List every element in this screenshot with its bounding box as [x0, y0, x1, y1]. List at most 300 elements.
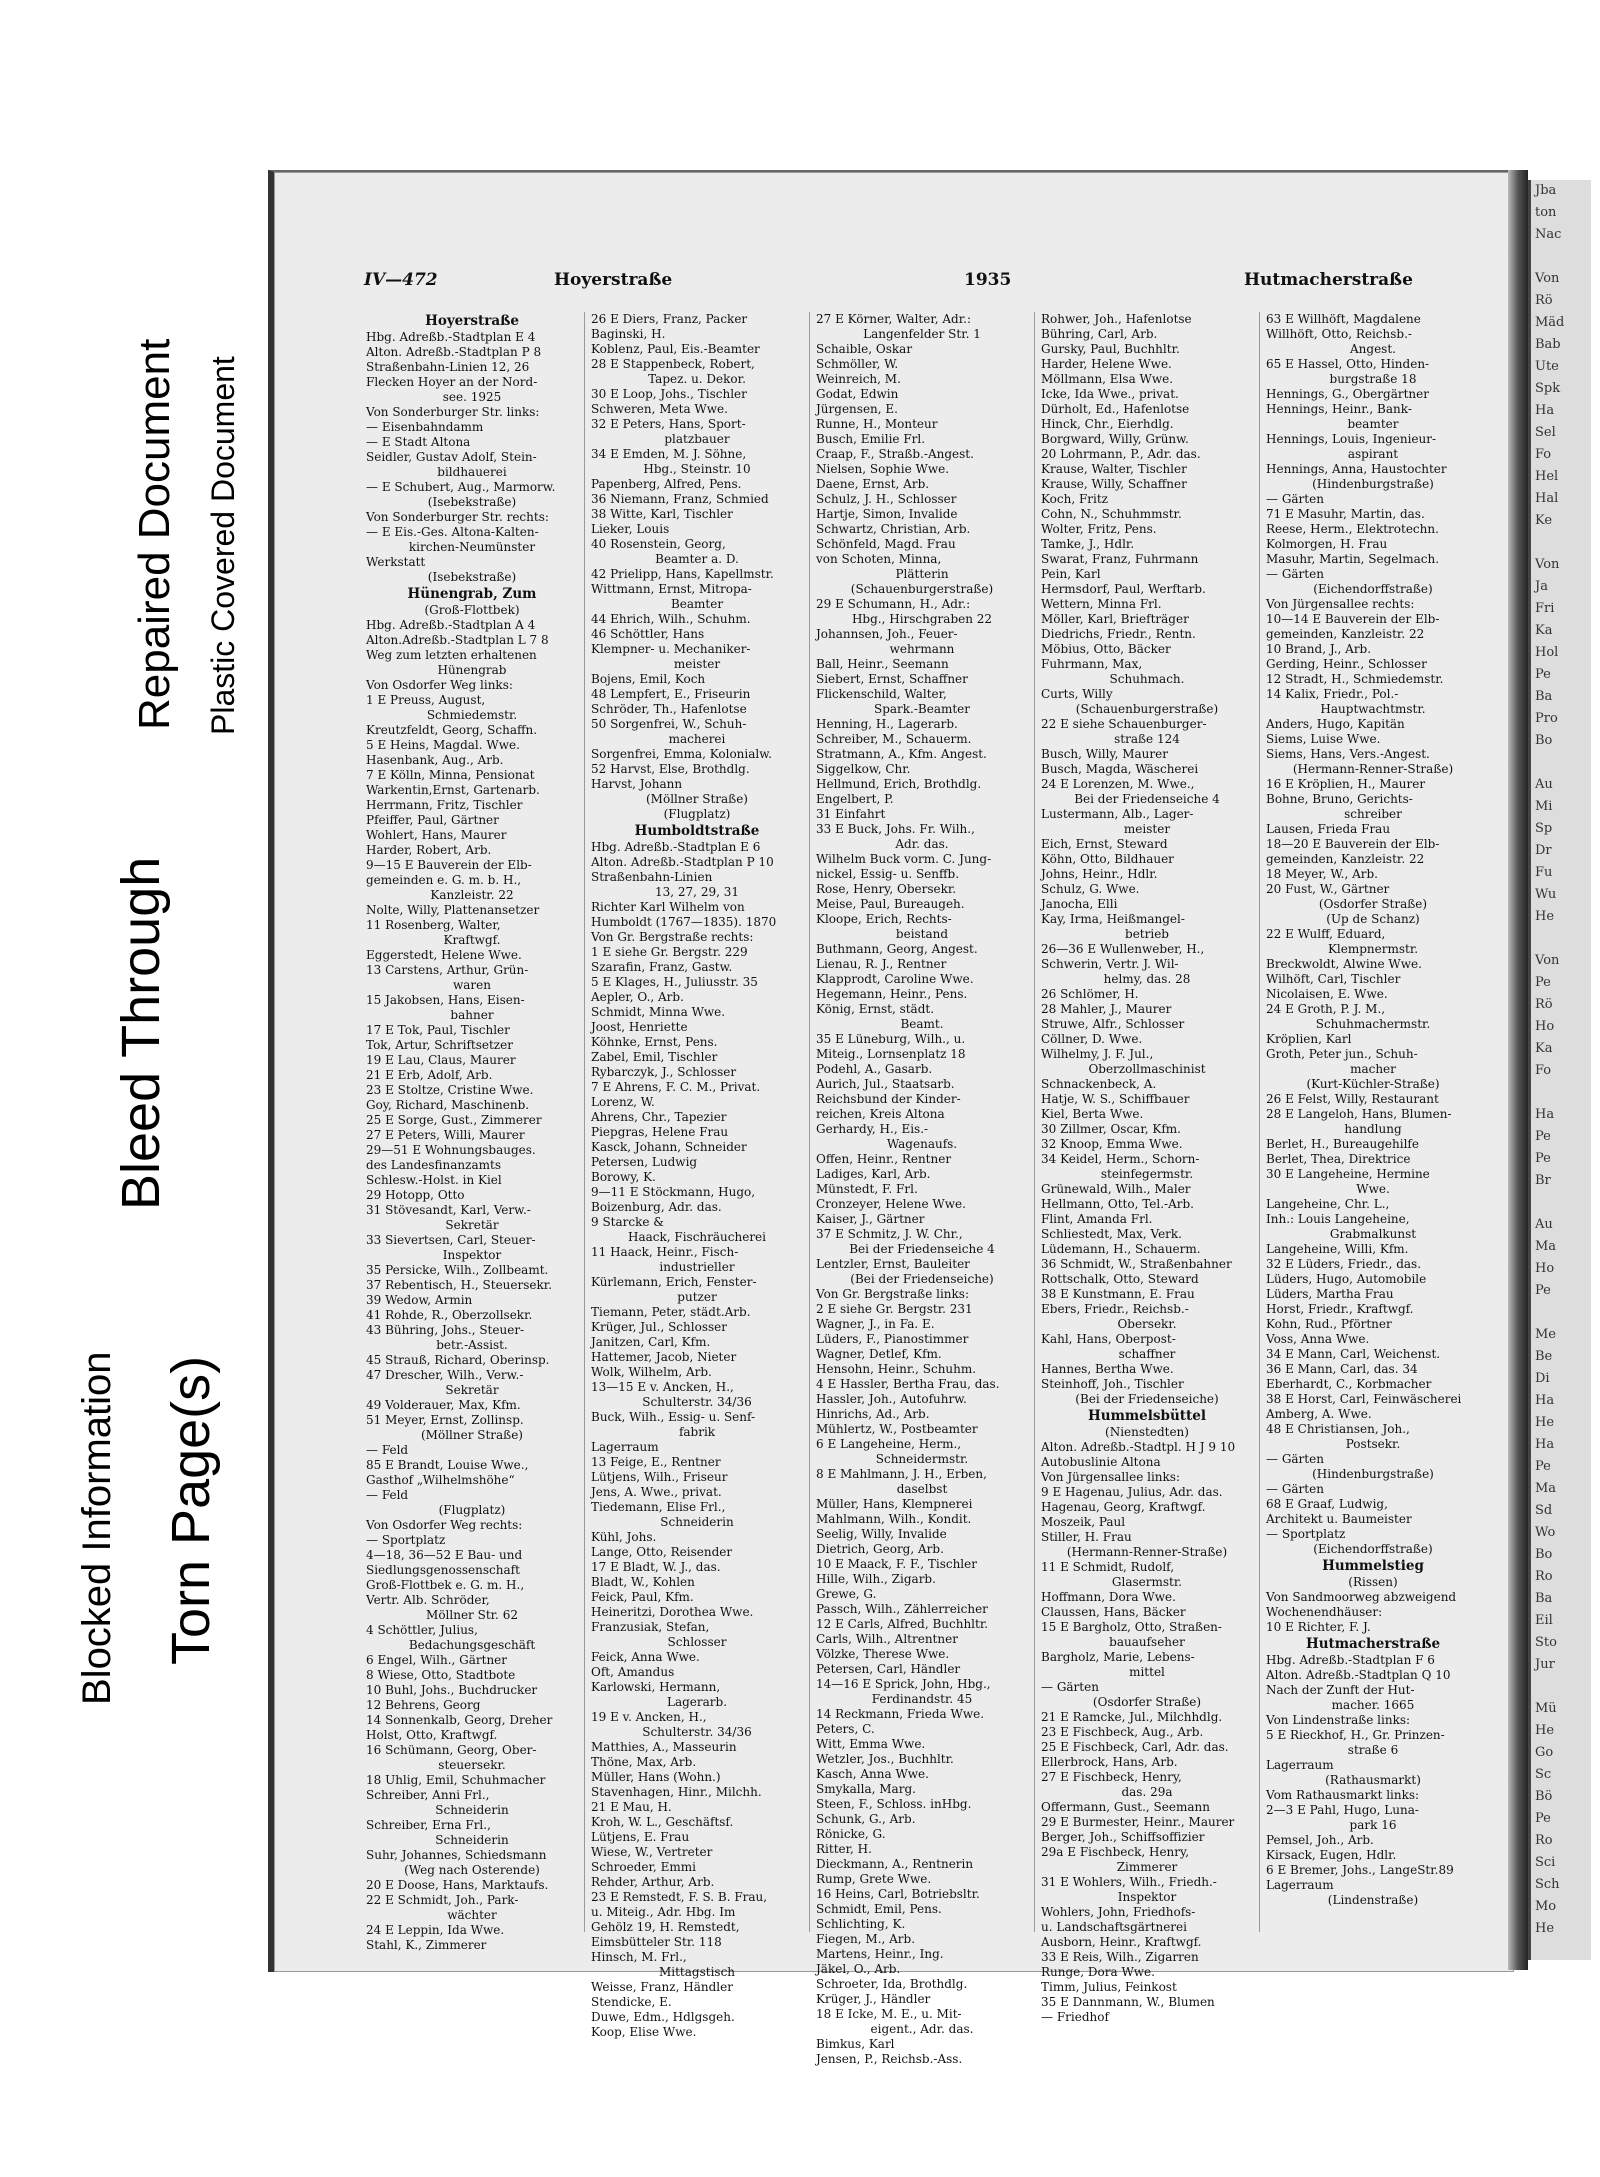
directory-entry: Holst, Otto, Kraftwgf.: [366, 1728, 498, 1742]
directory-entry: Krause, Walter, Tischler: [1041, 462, 1187, 476]
directory-entry: Hermsdorf, Paul, Werftarb.: [1041, 582, 1206, 596]
directory-entry: fabrik: [678, 1425, 716, 1439]
directory-entry: Eggerstedt, Helene Wwe.: [366, 948, 522, 962]
directory-entry: Eich, Ernst, Steward: [1041, 837, 1168, 851]
directory-entry: Hoffmann, Dora Wwe.: [1041, 1590, 1176, 1604]
directory-entry: 31 Stövesandt, Karl, Verw.-: [366, 1203, 531, 1217]
directory-entry: 29—51 E Wohnungsbauges.: [366, 1143, 536, 1157]
directory-entry: Steinhoff, Joh., Tischler: [1041, 1377, 1184, 1391]
directory-entry: 17 E Bladt, W. J., das.: [591, 1560, 721, 1574]
directory-entry: schreiber: [1344, 807, 1402, 821]
directory-entry: Bladt, W., Kohlen: [591, 1575, 695, 1589]
directory-entry: (Flugplatz): [663, 807, 731, 821]
directory-entry: Masuhr, Martin, Segelmach.: [1266, 552, 1440, 566]
fragment-text: Mo: [1535, 1899, 1557, 1914]
directory-entry: Münstedt, F. Frl.: [816, 1182, 918, 1196]
fragment-text: Mü: [1535, 1701, 1557, 1716]
directory-entry: 6 E Bremer, Johs., LangeStr.89: [1266, 1863, 1454, 1877]
street-heading: Humboldtstraße: [634, 823, 760, 839]
directory-entry: Kirsack, Eugen, Hdlr.: [1266, 1848, 1397, 1862]
directory-entry: Janitzen, Carl, Kfm.: [591, 1335, 711, 1349]
directory-entry: Krüger, Jul., Schlosser: [591, 1320, 727, 1334]
directory-entry: Lienau, R. J., Rentner: [816, 957, 947, 971]
directory-entry: reichen, Kreis Altona: [816, 1107, 945, 1121]
fragment-text: He: [1535, 1415, 1555, 1430]
directory-entry: (Hindenburgstraße): [1312, 1467, 1434, 1481]
directory-entry: 24 E Groth, P. J. M.,: [1266, 1002, 1386, 1016]
directory-entry: Alton.Adreßb.-Stadtplan L 7 8: [366, 633, 549, 647]
directory-entry: Jäkel, O., Arb.: [816, 1962, 901, 1976]
directory-entry: Kahl, Hans, Oberpost-: [1041, 1332, 1176, 1346]
directory-entry: Willhöft, Otto, Reichsb.-: [1266, 327, 1412, 341]
directory-entry: Gerhardy, H., Eis.-: [816, 1122, 929, 1136]
directory-entry: — Gärten: [1266, 492, 1324, 506]
directory-entry: Autobuslinie Altona: [1041, 1455, 1161, 1469]
directory-entry: 23 E Remstedt, F. S. B. Frau,: [591, 1890, 768, 1904]
directory-entry: Eimsbütteler Str. 118: [591, 1935, 722, 1949]
directory-entry: Timm, Julius, Feinkost: [1041, 1980, 1177, 1994]
directory-entry: Meise, Paul, Bureaugeh.: [816, 897, 965, 911]
fragment-text: Fri: [1535, 601, 1555, 616]
directory-entry: Schlosser: [667, 1635, 727, 1649]
directory-entry: 10 Buhl, Johs., Buchdrucker: [366, 1683, 538, 1697]
directory-entry: Schwartz, Christian, Arb.: [816, 522, 971, 536]
directory-entry: Von Jürgensallee links:: [1041, 1470, 1181, 1484]
directory-entry: Pemsel, Joh., Arb.: [1266, 1833, 1374, 1847]
directory-entry: mittel: [1129, 1665, 1165, 1679]
directory-entry: 13—15 E v. Ancken, H.,: [591, 1380, 734, 1394]
directory-entry: 9 Starcke &: [591, 1215, 664, 1229]
fragment-text: Br: [1535, 1173, 1551, 1188]
directory-entry: 51 Meyer, Ernst, Zollinsp.: [366, 1413, 524, 1427]
directory-entry: 15 E Bargholz, Otto, Straßen-: [1041, 1620, 1222, 1634]
directory-entry: 32 E Lüders, Friedr., das.: [1266, 1257, 1422, 1271]
directory-entry: Miteig., Lornsenplatz 18: [816, 1047, 966, 1061]
directory-entry: Ahrens, Chr., Tapezier: [591, 1110, 727, 1124]
directory-entry: Langenfelder Str. 1: [863, 327, 981, 341]
directory-entry: 36 Niemann, Franz, Schmied: [591, 492, 769, 506]
directory-entry: Stendicke, E.: [591, 1995, 672, 2009]
directory-entry: Schlichting, K.: [816, 1917, 906, 1931]
directory-entry: Feick, Anna Wwe.: [591, 1650, 700, 1664]
directory-entry: Struwe, Alfr., Schlosser: [1041, 1017, 1185, 1031]
directory-entry: Amberg, A. Wwe.: [1266, 1407, 1372, 1421]
directory-entry: Kühl, Johs.: [591, 1530, 657, 1544]
fragment-text: Sel: [1535, 425, 1556, 440]
directory-entry: industrieller: [659, 1260, 735, 1274]
directory-entry: gemeinden e. G. m. b. H.,: [366, 873, 522, 887]
directory-entry: 27 E Fischbeck, Henry,: [1041, 1770, 1182, 1784]
fragment-text: He: [1535, 1723, 1555, 1738]
directory-entry: Breckwoldt, Alwine Wwe.: [1266, 957, 1422, 971]
fragment-text: Ha: [1535, 403, 1555, 418]
directory-entry: 12 Stradt, H., Schmiedemstr.: [1266, 672, 1444, 686]
directory-entry: Sekretär: [445, 1218, 499, 1232]
page-header: [364, 270, 1474, 300]
directory-entry: (Osdorfer Straße): [1318, 897, 1428, 911]
directory-entry: Humboldt (1767—1835). 1870: [591, 915, 777, 929]
directory-entry: Straßenbahn-Linien 12, 26: [366, 360, 530, 374]
fragment-text: Hal: [1535, 491, 1559, 506]
directory-entry: 26—36 E Wullenweber, H.,: [1041, 942, 1205, 956]
directory-entry: Podehl, A., Gasarb.: [816, 1062, 933, 1076]
directory-entry: Hegemann, Heinr., Pens.: [816, 987, 968, 1001]
directory-entry: aspirant: [1347, 447, 1399, 461]
directory-entry: Koop, Elise Wwe.: [591, 2025, 697, 2039]
directory-entry: schaffner: [1118, 1347, 1176, 1361]
directory-entry: Wohlers, John, Friedhofs-: [1041, 1905, 1196, 1919]
directory-entry: Wochenendhäuser:: [1266, 1605, 1383, 1619]
directory-entry: Hinck, Chr., Eierhdlg.: [1041, 417, 1174, 431]
directory-entry: 10 E Maack, F. F., Tischler: [816, 1557, 977, 1571]
directory-entry: 48 Lempfert, E., Friseurin: [591, 687, 751, 701]
directory-entry: Hartje, Simon, Invalide: [816, 507, 958, 521]
directory-entry: — Feld: [366, 1488, 409, 1502]
directory-entry: Hagenau, Georg, Kraftwgf.: [1041, 1500, 1206, 1514]
directory-entry: 40 Rosenstein, Georg,: [591, 537, 726, 551]
directory-entry: Harder, Helene Wwe.: [1041, 357, 1172, 371]
directory-entry: Bei der Friedenseiche 4: [849, 1242, 995, 1256]
directory-entry: Schaible, Oskar: [816, 342, 913, 356]
directory-entry: Kasch, Anna Wwe.: [816, 1767, 929, 1781]
directory-entry: Flickenschild, Walter,: [816, 687, 947, 701]
directory-entry: Hasenbank, Aug., Arb.: [366, 753, 504, 767]
directory-entry: Wetzler, Jos., Buchhltr.: [816, 1752, 954, 1766]
directory-entry: Schneiderin: [660, 1515, 734, 1529]
directory-entry: Von Jürgensallee rechts:: [1266, 597, 1415, 611]
directory-entry: macher. 1665: [1331, 1698, 1415, 1712]
directory-entry: 37 Rebentisch, H., Steuersekr.: [366, 1278, 553, 1292]
directory-entry: Wilhöft, Carl, Tischler: [1266, 972, 1401, 986]
directory-entry: 39 Wedow, Armin: [366, 1293, 473, 1307]
directory-entry: Swarat, Franz, Fuhrmann: [1041, 552, 1199, 566]
directory-entry: Werkstatt: [366, 555, 426, 569]
directory-entry: Hannes, Bertha Wwe.: [1041, 1362, 1174, 1376]
directory-entry: 35 Persicke, Wilh., Zollbeamt.: [366, 1263, 549, 1277]
directory-entry: 13 Carstens, Arthur, Grün-: [366, 963, 529, 977]
directory-entry: Voss, Anna Wwe.: [1266, 1332, 1370, 1346]
fragment-text: Ro: [1535, 1569, 1553, 1584]
directory-entry: Petersen, Carl, Händler: [816, 1662, 961, 1676]
directory-entry: handlung: [1344, 1122, 1402, 1136]
directory-entry: 16 E Kröplien, H., Maurer: [1266, 777, 1426, 791]
fragment-text: Mi: [1535, 799, 1553, 814]
fragment-text: Ma: [1535, 1481, 1557, 1496]
directory-entry: Seidler, Gustav Adolf, Stein-: [366, 450, 537, 464]
directory-entry: Diedrichs, Friedr., Rentn.: [1041, 627, 1196, 641]
directory-entry: — E Eis.-Ges. Altona-Kalten-: [366, 525, 539, 539]
directory-entry: Spark.-Beamter: [873, 702, 971, 716]
directory-entry: Thöne, Max, Arb.: [591, 1755, 697, 1769]
directory-entry: Buthmann, Georg, Angest.: [816, 942, 978, 956]
directory-entry: 63 E Willhöft, Magdalene: [1266, 312, 1421, 326]
directory-entry: Schnackenbeck, A.: [1041, 1077, 1157, 1091]
directory-entry: 41 Rohde, R., Oberzollsekr.: [366, 1308, 533, 1322]
directory-entry: Jens, A. Wwe., privat.: [591, 1485, 722, 1499]
directory-entry: 47 Drescher, Wilh., Verw.-: [366, 1368, 524, 1382]
directory-entry: 29 Hotopp, Otto: [366, 1188, 465, 1202]
directory-entry: — Gärten: [1266, 1482, 1324, 1496]
directory-entry: Sorgenfrei, Emma, Kolonialw.: [591, 747, 772, 761]
directory-entry: Passch, Wilh., Zählerreicher: [816, 1602, 988, 1616]
directory-entry: Offen, Heinr., Rentner: [816, 1152, 952, 1166]
directory-entry: Rohwer, Joh., Hafenlotse: [1041, 312, 1192, 326]
directory-entry: 13, 27, 29, 31: [655, 885, 739, 899]
directory-entry: Martens, Heinr., Ing.: [816, 1947, 944, 1961]
directory-entry: Busch, Willy, Maurer: [1041, 747, 1168, 761]
fragment-text: Sp: [1535, 821, 1553, 836]
directory-entry: 37 E Schmitz, J. W. Chr.,: [816, 1227, 963, 1241]
directory-entry: 14 Kalix, Friedr., Pol.-: [1266, 687, 1399, 701]
directory-entry: Siems, Hans, Vers.-Angest.: [1266, 747, 1430, 761]
directory-entry: Wiese, W., Vertreter: [591, 1845, 713, 1859]
stamp-plastic-covered: Plastic Covered Document: [205, 356, 241, 735]
directory-entry: Nicolaisen, E. Wwe.: [1266, 987, 1388, 1001]
directory-entry: Rottschalk, Otto, Steward: [1041, 1272, 1199, 1286]
directory-entry: (Nienstedten): [1105, 1425, 1189, 1439]
directory-entry: Witt, Emma Wwe.: [816, 1737, 926, 1751]
header-year: 1935: [964, 270, 1012, 290]
directory-entry: u. Miteig., Adr. Hbg. Im: [591, 1905, 736, 1919]
directory-entry: steuersekr.: [438, 1758, 506, 1772]
directory-entry: bahner: [450, 1008, 494, 1022]
directory-entry: Rehder, Arthur, Arb.: [591, 1875, 715, 1889]
fragment-text: [1531, 1676, 1591, 1698]
directory-entry: 34 E Mann, Carl, Weichenst.: [1266, 1347, 1441, 1361]
directory-entry: Schreiber, M., Schauerm.: [816, 732, 972, 746]
directory-entry: 1 E siehe Gr. Bergstr. 229: [591, 945, 748, 959]
directory-entry: Schreiber, Erna Frl.,: [366, 1818, 491, 1832]
directory-entry: Von Gr. Bergstraße links:: [816, 1287, 969, 1301]
directory-entry: 10—14 E Bauverein der Elb-: [1266, 612, 1440, 626]
directory-entry: 6 E Langeheine, Herm.,: [816, 1437, 962, 1451]
directory-entry: Mittagstisch: [658, 1965, 736, 1979]
directory-entry: Tapez. u. Dekor.: [648, 372, 746, 386]
directory-entry: 36 Schmidt, W., Straßenbahner: [1041, 1257, 1232, 1271]
fragment-text: Ka: [1535, 623, 1553, 638]
directory-entry: Müller, Hans (Wohn.): [591, 1770, 721, 1784]
directory-entry: 7 E Kölln, Minna, Pensionat: [366, 768, 535, 782]
directory-entry: — Friedhof: [1041, 2010, 1109, 2024]
directory-entry: Craap, F., Straßb.-Angest.: [816, 447, 974, 461]
directory-entry: Wohlert, Hans, Maurer: [366, 828, 507, 842]
directory-entry: meister: [1123, 822, 1171, 836]
directory-entry: Oft, Amandus: [591, 1665, 675, 1679]
directory-entry: Berlet, H., Bureaugehilfe: [1266, 1137, 1419, 1151]
directory-entry: (Möllner Straße): [421, 1428, 523, 1442]
directory-entry: Schneiderin: [435, 1833, 509, 1847]
directory-entry: Tiemann, Peter, städt.Arb.: [591, 1305, 751, 1319]
directory-entry: Pfeiffer, Paul, Gärtner: [366, 813, 499, 827]
page-number: IV—472: [364, 270, 438, 290]
directory-entry: Fiegen, M., Arb.: [816, 1932, 916, 1946]
directory-entry: Weg zum letzten erhaltenen: [366, 648, 537, 662]
directory-entry: Langeheine, Chr. L.,: [1266, 1197, 1390, 1211]
directory-entry: Angest.: [1350, 342, 1396, 356]
directory-entry: (Eichendorffstraße): [1313, 1542, 1433, 1556]
street-heading: Hoyerstraße: [425, 313, 519, 329]
directory-entry: bildhauerei: [437, 465, 507, 479]
directory-entry: 14 Sonnenkalb, Georg, Dreher: [366, 1713, 553, 1727]
directory-entry: Piepgras, Helene Frau: [591, 1125, 729, 1139]
directory-entry: Wilhelmy, J. F. Jul.,: [1041, 1047, 1154, 1061]
directory-entry: Hensohn, Heinr., Schuhm.: [816, 1362, 977, 1376]
directory-entry: Glasermstr.: [1111, 1575, 1183, 1589]
directory-entry: Borgward, Willy, Grünw.: [1041, 432, 1189, 446]
fragment-text: Bö: [1535, 1789, 1553, 1804]
fragment-text: Ha: [1535, 1107, 1555, 1122]
directory-entry: 85 E Brandt, Louise Wwe.,: [366, 1458, 529, 1472]
directory-entry: Schmidt, Minna Wwe.: [591, 1005, 726, 1019]
fragment-text: [1531, 752, 1591, 774]
directory-entry: Stavenhagen, Hinr., Milchh.: [591, 1785, 762, 1799]
directory-entry: Szarafin, Franz, Gastw.: [591, 960, 733, 974]
directory-entry: 21 E Ramcke, Jul., Milchhdlg.: [1041, 1710, 1223, 1724]
directory-entry: (Hindenburgstraße): [1312, 477, 1434, 491]
directory-entry: 33 Sievertsen, Carl, Steuer-: [366, 1233, 536, 1247]
directory-entry: 25 E Sorge, Gust., Zimmerer: [366, 1113, 542, 1127]
street-heading: Hutmacherstraße: [1305, 1636, 1441, 1652]
directory-entry: Ritter, H.: [816, 1842, 872, 1856]
directory-entry: Lustermann, Alb., Lager-: [1041, 807, 1194, 821]
directory-entry: Kolmorgen, H. Frau: [1266, 537, 1388, 551]
directory-entry: Schulterstr. 34/36: [642, 1725, 752, 1739]
directory-entry: 15 Jakobsen, Hans, Eisen-: [366, 993, 525, 1007]
directory-entry: (Isebekstraße): [427, 570, 517, 584]
directory-entry: Hbg. Adreßb.-Stadtplan F 6: [1266, 1653, 1435, 1667]
directory-entry: Ellerbrock, Hans, Arb.: [1041, 1755, 1178, 1769]
fragment-text: Ha: [1535, 1437, 1555, 1452]
directory-entry: Henning, H., Lagerarb.: [816, 717, 958, 731]
directory-entry: Kiel, Berta Wwe.: [1041, 1107, 1144, 1121]
directory-entry: Schunk, G., Arb.: [816, 1812, 916, 1826]
directory-entry: Flecken Hoyer an der Nord-: [366, 375, 538, 389]
column-5: [1260, 312, 1486, 1932]
directory-entry: 23 E Fischbeck, Aug., Arb.: [1041, 1725, 1204, 1739]
directory-entry: 11 E Schmidt, Rudolf,: [1041, 1560, 1175, 1574]
directory-entry: (Bei der Friedenseiche): [1075, 1392, 1219, 1406]
directory-entry: Wolk, Wilhelm, Arb.: [591, 1365, 712, 1379]
fragment-text: Pe: [1535, 1129, 1551, 1144]
directory-entry: Lüders, F., Pianostimmer: [816, 1332, 969, 1346]
directory-entry: Lagerraum: [591, 1440, 659, 1454]
directory-entry: 22 E Wulff, Eduard,: [1266, 927, 1386, 941]
directory-entry: Stahl, K., Zimmerer: [366, 1938, 487, 1952]
directory-entry: Schroeter, Ida, Brothdlg.: [816, 1977, 968, 1991]
directory-entry: Zabel, Emil, Tischler: [591, 1050, 718, 1064]
directory-entry: beistand: [895, 927, 949, 941]
directory-entry: Schuhmachermstr.: [1315, 1017, 1431, 1031]
fragment-text: Fo: [1535, 1063, 1552, 1078]
directory-entry: Wilhelm Buck vorm. C. Jung-: [816, 852, 992, 866]
directory-entry: Busch, Magda, Wäscherei: [1041, 762, 1199, 776]
directory-entry: 38 Witte, Karl, Tischler: [591, 507, 733, 521]
directory-entry: 22 E siehe Schauenburger-: [1041, 717, 1207, 731]
fragment-text: Sc: [1535, 1767, 1552, 1782]
directory-entry: Hünengrab: [437, 663, 507, 677]
fragment-text: Bab: [1535, 337, 1561, 352]
directory-entry: (Groß-Flottbek): [424, 603, 520, 617]
directory-entry: Sekretär: [445, 1383, 499, 1397]
directory-entry: — Gärten: [1266, 1452, 1324, 1466]
directory-entry: Horst, Friedr., Kraftwgf.: [1266, 1302, 1414, 1316]
directory-entry: Möller, Karl, Briefträger: [1041, 612, 1189, 626]
directory-entry: 21 E Erb, Adolf, Arb.: [366, 1068, 493, 1082]
directory-entry: Kaiser, J., Gärtner: [816, 1212, 925, 1226]
directory-entry: Curts, Willy: [1041, 687, 1113, 701]
directory-entry: Cronzeyer, Helene Wwe.: [816, 1197, 966, 1211]
directory-entry: 11 Rosenberg, Walter,: [366, 918, 501, 932]
directory-entry: Müller, Hans, Klempnerei: [816, 1497, 973, 1511]
directory-entry: 43 Bühring, Johs., Steuer-: [366, 1323, 525, 1337]
directory-entry: Schlesw.-Holst. in Kiel: [366, 1173, 502, 1187]
directory-entry: Dürholt, Ed., Hafenlotse: [1041, 402, 1190, 416]
directory-entry: Lieker, Louis: [591, 522, 670, 536]
directory-entry: Gasthof „Wilhelmshöhe“: [366, 1473, 515, 1487]
directory-entry: Klapprodt, Caroline Wwe.: [816, 972, 974, 986]
fragment-text: He: [1535, 909, 1555, 924]
directory-entry: Groth, Peter jun., Schuh-: [1266, 1047, 1418, 1061]
fragment-text: Rö: [1535, 997, 1553, 1012]
directory-entry: Grabmalkunst: [1329, 1227, 1417, 1241]
directory-entry: Heineritzi, Dorothea Wwe.: [591, 1605, 754, 1619]
directory-entry: Kroh, W. L., Geschäftsf.: [591, 1815, 734, 1829]
fragment-text: Von: [1535, 271, 1560, 286]
directory-entry: (Weg nach Osterende): [404, 1863, 540, 1877]
directory-entry: Bühring, Carl, Arb.: [1041, 327, 1158, 341]
directory-entry: 31 Einfahrt: [816, 807, 886, 821]
directory-entry: Godat, Edwin: [816, 387, 899, 401]
directory-entry: Kay, Irma, Heißmangel-: [1041, 912, 1185, 926]
directory-entry: Stratmann, A., Kfm. Angest.: [816, 747, 987, 761]
fragment-text: Dr: [1535, 843, 1552, 858]
directory-entry: 68 E Graaf, Ludwig,: [1266, 1497, 1388, 1511]
fragment-text: Pe: [1535, 975, 1551, 990]
directory-entry: Eberhardt, C., Korbmacher: [1266, 1377, 1432, 1391]
fragment-text: Eil: [1535, 1613, 1553, 1628]
directory-entry: 24 E Lorenzen, M. Wwe.,: [1041, 777, 1195, 791]
directory-entry: Wagenaufs.: [886, 1137, 958, 1151]
fragment-text: Sd: [1535, 1503, 1553, 1518]
directory-entry: Köhnke, Ernst, Pens.: [591, 1035, 718, 1049]
directory-entry: eigent., Adr. das.: [870, 2022, 974, 2036]
directory-entry: Alton. Adreßb.-Stadtpl. H J 9 10: [1041, 1440, 1236, 1454]
directory-entry: Klempner- u. Mechaniker-: [591, 642, 751, 656]
directory-entry: wächter: [447, 1908, 497, 1922]
directory-entry: Bedachungsgeschäft: [408, 1638, 536, 1652]
directory-entry: Schulterstr. 34/36: [642, 1395, 752, 1409]
directory-entry: Inspektor: [1117, 1890, 1177, 1904]
directory-entry: Von Osdorfer Weg rechts:: [366, 1518, 523, 1532]
directory-entry: (Up de Schanz): [1326, 912, 1420, 926]
directory-entry: Möbius, Otto, Bäcker: [1041, 642, 1171, 656]
directory-entry: Von Sandmoorweg abzweigend: [1266, 1590, 1457, 1604]
directory-entry: 10 E Richter, F. J.: [1266, 1620, 1371, 1634]
directory-entry: Schmiedemstr.: [426, 708, 518, 722]
directory-entry: (Eichendorffstraße): [1313, 582, 1433, 596]
directory-entry: 44 Ehrich, Wilh., Schuhm.: [591, 612, 751, 626]
directory-entry: (Rathausmarkt): [1325, 1773, 1421, 1787]
directory-entry: 38 E Kunstmann, E. Frau: [1041, 1287, 1195, 1301]
directory-entry: Buck, Wilh., Essig- u. Senf-: [591, 1410, 756, 1424]
directory-entry: platzbauer: [664, 432, 730, 446]
fragment-text: He: [1535, 1921, 1555, 1936]
directory-entry: Carls, Wilh., Altrentner: [816, 1632, 958, 1646]
directory-entry: Möllner Str. 62: [426, 1608, 518, 1622]
directory-entry: Ausborn, Heinr., Kraftwgf.: [1041, 1935, 1202, 1949]
directory-entry: Hbg. Adreßb.-Stadtplan E 4: [366, 330, 536, 344]
fragment-text: Sto: [1535, 1635, 1557, 1650]
